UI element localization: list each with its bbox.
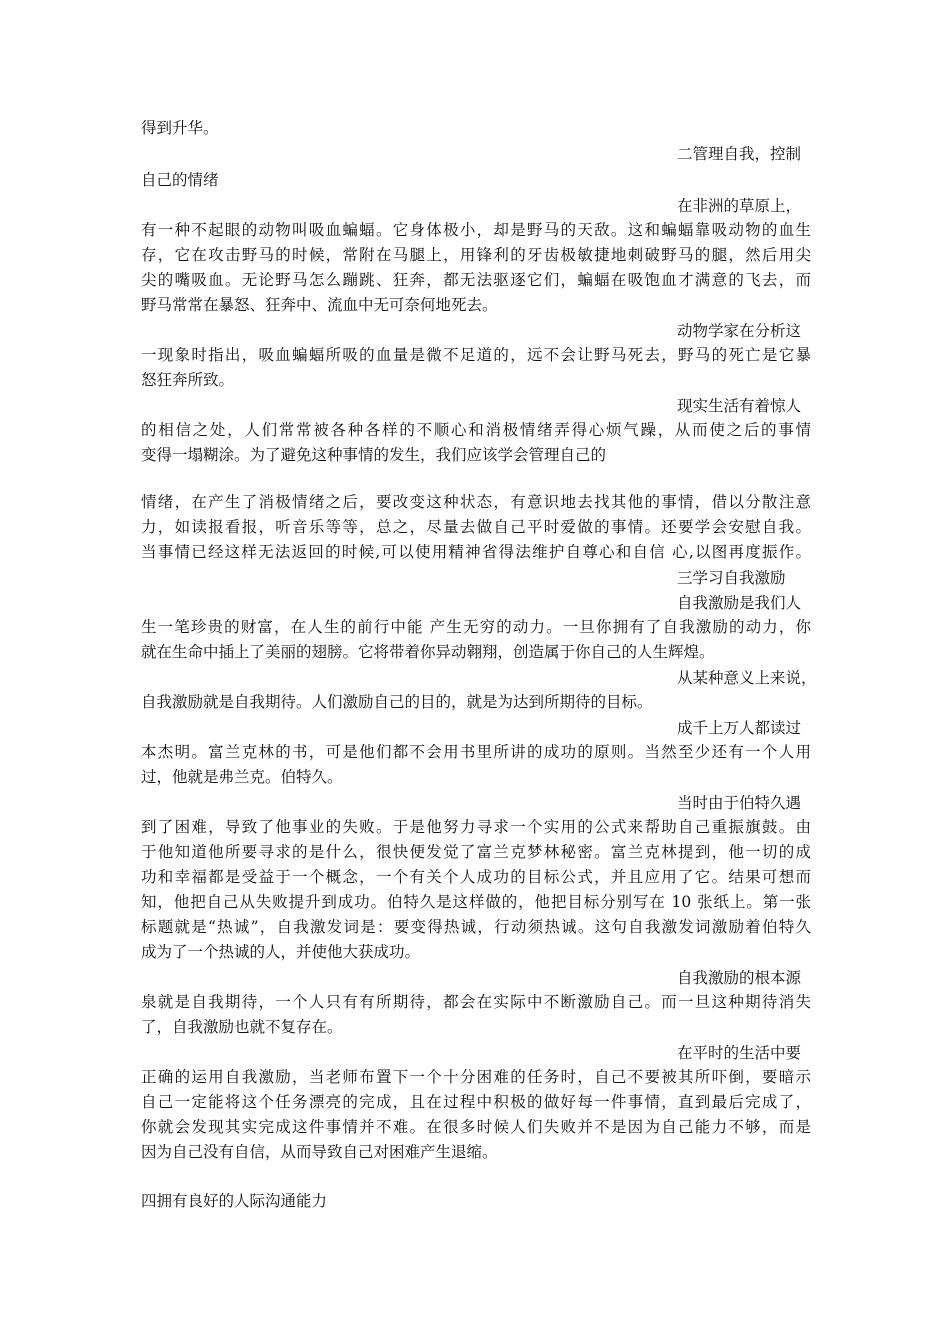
text-line: 正确的运用自我激励，当老师布置下一个十分困难的任务时，自己不要被其所吓倒，要暗示 — [141, 1068, 811, 1086]
paragraph-start: 现实生活有着惊人 — [677, 397, 802, 415]
section-heading: 四拥有良好的人际沟通能力 — [141, 1192, 328, 1210]
text-line: 标题就是“热诚”，自我激发词是：要变得热诚，行动须热诚。这句自我激发词激励着伯特久 — [141, 918, 811, 936]
text-line: 成为了一个热诚的人，并使他大获成功。 — [141, 943, 421, 961]
text-line: 泉就是自我期待，一个人只有有所期待，都会在实际中不断激励自己。而一旦这种期待消失 — [141, 993, 811, 1011]
paragraph-start: 自我激励是我们人 — [677, 594, 802, 612]
text-line: 怒狂奔所致。 — [141, 371, 235, 389]
text-line: 自我激励就是自我期待。人们激励自己的目的，就是为达到所期待的目标。 — [141, 693, 653, 711]
text-line: 存，它在攻击野马的时候，常附在马腿上，用锋利的牙齿极敏捷地刺破野马的腿，然后用尖 — [141, 246, 811, 264]
paragraph-start: 当时由于伯特久遇 — [677, 794, 802, 812]
text-line: 情绪，在产生了消极情绪之后，要改变这种状态，有意识地去找其他的事情，借以分散注意 — [141, 493, 811, 511]
text-line: 功和幸福都是受益于一个概念，一个有关个人成功的目标公式，并且应用了它。结果可想而 — [141, 868, 811, 886]
text-line: 自己一定能将这个任务漂亮的完成，且在过程中积极的做好每一件事情，直到最后完成了， — [141, 1093, 811, 1111]
text-line: 知，他把自己从失败提升到成功。伯特久是这样做的，他把目标分别写在 10 张纸上。第一张 — [141, 893, 811, 911]
text-line: 一现象时指出，吸血蝙蝠所吸的血量是微不足道的，远不会让野马死去，野马的死亡是它暴 — [141, 346, 811, 364]
paragraph-start: 自我激励的根本源 — [677, 969, 802, 987]
text-line: 了，自我激励也就不复存在。 — [141, 1018, 343, 1036]
paragraph-start: 从某种意义上来说， — [677, 669, 817, 687]
paragraph-start: 动物学家在分析这 — [677, 322, 802, 340]
text-line: 力，如读报看报，听音乐等等，总之，尽量去做自己平时爱做的事情。还要学会安慰自我。 — [141, 518, 811, 536]
text-line: 尖的嘴吸血。无论野马怎么蹦跳、狂奔，都无法驱逐它们，蝙蝠在吸饱血才满意的飞去，而 — [141, 271, 811, 289]
section-heading: 二管理自我，控制 — [677, 145, 802, 163]
text-line: 野马常常在暴怒、狂奔中、流血中无可奈何地死去。 — [141, 296, 498, 314]
text-line: 生一笔珍贵的财富，在人生的前行中能 产生无穷的动力。一旦你拥有了自我激励的动力，你 — [141, 618, 811, 636]
text-line: 本杰明。富兰克林的书，可是他们都不会用书里所讲的成功的原则。当然至少还有一个人用 — [141, 743, 811, 761]
text-line: 得到升华。 — [141, 119, 219, 137]
text-line: 变得一塌糊涂。为了避免这种事情的发生，我们应该学会管理自己的 — [141, 446, 607, 464]
paragraph-start: 在平时的生活中要 — [677, 1044, 802, 1062]
text-line: 于他知道他所要寻求的是什么，很快便发觉了富兰克梦林秘密。富兰克林提到，他一切的成 — [141, 843, 811, 861]
text-line: 的相信之处，人们常常被各种各样的不顺心和消极情绪弄得心烦气躁，从而使之后的事情 — [141, 421, 811, 439]
paragraph-start: 成千上万人都读过 — [677, 719, 802, 737]
text-line: 就在生命中插上了美丽的翅膀。它将带着你异动翱翔，创造属于你自己的人生辉煌。 — [141, 643, 715, 661]
paragraph-start: 在非洲的草原上， — [677, 197, 802, 215]
text-line: 你就会发现其实完成这件事情并不难。在很多时候人们失败并不是因为自己能力不够，而是 — [141, 1118, 811, 1136]
text-line: 有一种不起眼的动物叫吸血蝙蝠。它身体极小，却是野马的天敌。这和蝙蝠靠吸动物的血生 — [141, 221, 811, 239]
text-line: 到了困难，导致了他事业的失败。于是他努力寻求一个实用的公式来帮助自己重振旗鼓。由 — [141, 818, 811, 836]
text-line: 当事情已经这样无法返回的时候,可以使用精神省得法维护自尊心和自信 心,以图再度振作。 — [141, 543, 811, 561]
section-heading: 自己的情绪 — [141, 171, 219, 189]
text-line: 因为自己没有自信，从而导致自己对困难产生退缩。 — [141, 1143, 498, 1161]
text-line: 过，他就是弗兰克。伯特久。 — [141, 768, 343, 786]
section-heading: 三学习自我激励 — [677, 569, 786, 587]
